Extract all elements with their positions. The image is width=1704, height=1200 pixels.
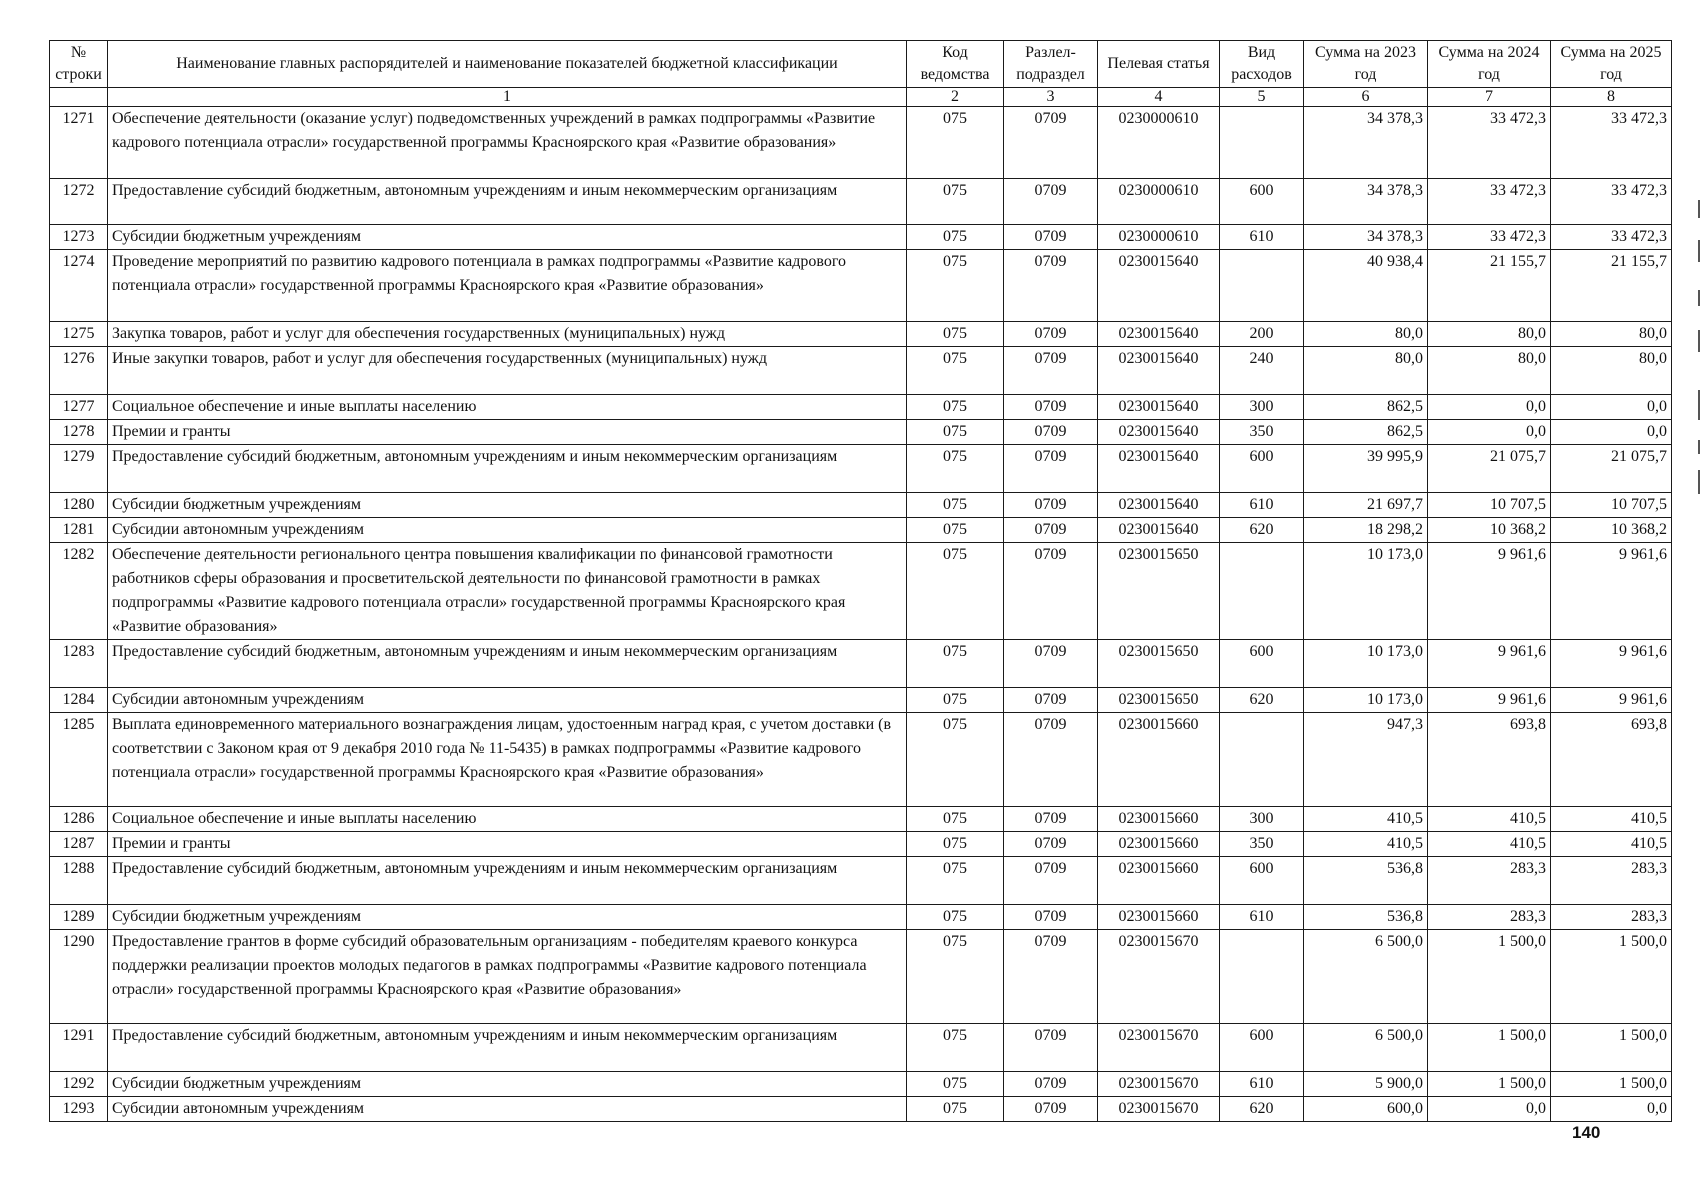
sum-2023-cell: 34 378,3 [1304,107,1428,179]
expense-type-cell: 350 [1220,420,1304,445]
sum-2025-cell: 9 961,6 [1551,543,1672,640]
department-code-cell: 075 [907,250,1004,322]
target-article-cell: 0230015660 [1098,832,1220,857]
section-cell: 0709 [1004,179,1098,225]
sum-2024-cell: 283,3 [1428,857,1551,905]
row-number-cell: 1278 [50,420,108,445]
name-cell: Предоставление субсидий бюджетным, автономным учреждениям и иным некоммерческим организациям [108,445,907,493]
column-number: 3 [1004,88,1098,107]
department-code-cell: 075 [907,930,1004,1024]
header-sum-2025: Сумма на 2025 год [1551,41,1672,88]
row-number-cell: 1276 [50,347,108,395]
expense-type-cell [1220,543,1304,640]
sum-2024-cell: 1 500,0 [1428,1024,1551,1072]
sum-2023-cell: 410,5 [1304,832,1428,857]
header-row [50,41,1672,88]
department-code-cell: 075 [907,420,1004,445]
header-name: Наименование главных распорядителей и наименование показателей бюджетной классификации [108,41,907,88]
table-row [50,832,1672,857]
target-article-cell: 0230015640 [1098,493,1220,518]
target-article-cell: 0230015640 [1098,518,1220,543]
expense-type-cell: 600 [1220,445,1304,493]
section-cell: 0709 [1004,1024,1098,1072]
section-cell: 0709 [1004,807,1098,832]
expense-type-cell [1220,930,1304,1024]
column-number: 1 [108,88,907,107]
department-code-cell: 075 [907,905,1004,930]
column-number: 6 [1304,88,1428,107]
table-row [50,713,1672,807]
table-row [50,347,1672,395]
sum-2025-cell: 10 707,5 [1551,493,1672,518]
expense-type-cell: 240 [1220,347,1304,395]
section-cell: 0709 [1004,420,1098,445]
expense-type-cell [1220,250,1304,322]
sum-2025-cell: 1 500,0 [1551,1024,1672,1072]
section-cell: 0709 [1004,107,1098,179]
target-article-cell: 0230000610 [1098,107,1220,179]
name-cell: Субсидии бюджетным учреждениям [108,225,907,250]
table-row [50,250,1672,322]
target-article-cell: 0230015670 [1098,930,1220,1024]
table-row [50,857,1672,905]
name-cell: Выплата единовременного материального вознаграждения лицам, удостоенным наград края, с учетом доставки (в соответствии с Законом края от 9 декабря 2010 года № 11-5435) в рамках подпрограммы «Развитие кадрового потенциала отрасли» государственной программы Красноярского края «Развитие образования» [108,713,907,807]
header-department-code: Код ведомства [907,41,1004,88]
department-code-cell: 075 [907,1024,1004,1072]
row-number-cell: 1279 [50,445,108,493]
sum-2025-cell: 33 472,3 [1551,225,1672,250]
name-cell: Обеспечение деятельности регионального центра повышения квалификации по финансовой грамотности работников сферы образования и просветительской деятельности по финансовой грамотности в рамках подпрограммы «Развитие кадрового потенциала отрасли» государственной программы Красноярского края «Развитие образования» [108,543,907,640]
section-cell: 0709 [1004,493,1098,518]
section-cell: 0709 [1004,347,1098,395]
sum-2023-cell: 80,0 [1304,347,1428,395]
table-row [50,225,1672,250]
name-cell: Предоставление грантов в форме субсидий образовательным организациям - победителям краевого конкурса поддержки реализации проектов молодых педагогов в рамках подпрограммы «Развитие кадрового потенциала отрасли» государственной программы Красноярского края «Развитие образования» [108,930,907,1024]
department-code-cell: 075 [907,518,1004,543]
name-cell: Субсидии автономным учреждениям [108,1097,907,1122]
target-article-cell: 0230015660 [1098,905,1220,930]
sum-2023-cell: 947,3 [1304,713,1428,807]
row-number-cell: 1293 [50,1097,108,1122]
section-cell: 0709 [1004,832,1098,857]
scan-edge-mark [1698,330,1700,352]
row-number-cell: 1281 [50,518,108,543]
sum-2023-cell: 410,5 [1304,807,1428,832]
table-row [50,1097,1672,1122]
sum-2025-cell: 21 155,7 [1551,250,1672,322]
name-cell: Субсидии автономным учреждениям [108,688,907,713]
section-cell: 0709 [1004,225,1098,250]
scan-edge-mark [1698,240,1700,262]
row-number-cell: 1291 [50,1024,108,1072]
header-section: Разлел- подраздел [1004,41,1098,88]
sum-2023-cell: 18 298,2 [1304,518,1428,543]
sum-2024-cell: 33 472,3 [1428,107,1551,179]
sum-2024-cell: 693,8 [1428,713,1551,807]
scan-edge-mark [1698,470,1700,494]
sum-2025-cell: 693,8 [1551,713,1672,807]
row-number-cell: 1272 [50,179,108,225]
name-cell: Предоставление субсидий бюджетным, автономным учреждениям и иным некоммерческим организациям [108,1024,907,1072]
table-header [50,41,1672,107]
department-code-cell: 075 [907,713,1004,807]
row-number-cell: 1282 [50,543,108,640]
scan-edge-mark [1698,200,1700,218]
department-code-cell: 075 [907,857,1004,905]
sum-2024-cell: 9 961,6 [1428,640,1551,688]
section-cell: 0709 [1004,905,1098,930]
table-row [50,807,1672,832]
row-number-cell: 1273 [50,225,108,250]
expense-type-cell: 620 [1220,518,1304,543]
expense-type-cell [1220,107,1304,179]
name-cell: Премии и гранты [108,420,907,445]
header-sum-2023: Сумма на 2023 год [1304,41,1428,88]
sum-2023-cell: 80,0 [1304,322,1428,347]
department-code-cell: 075 [907,107,1004,179]
column-number [50,88,108,107]
sum-2025-cell: 410,5 [1551,807,1672,832]
column-number: 4 [1098,88,1220,107]
name-cell: Социальное обеспечение и иные выплаты населению [108,807,907,832]
sum-2023-cell: 5 900,0 [1304,1072,1428,1097]
sum-2023-cell: 34 378,3 [1304,225,1428,250]
expense-type-cell: 600 [1220,857,1304,905]
row-number-cell: 1274 [50,250,108,322]
scan-edge-mark [1698,290,1700,306]
section-cell: 0709 [1004,713,1098,807]
section-cell: 0709 [1004,688,1098,713]
expense-type-cell: 350 [1220,832,1304,857]
row-number-cell: 1277 [50,395,108,420]
row-number-cell: 1288 [50,857,108,905]
row-number-cell: 1290 [50,930,108,1024]
sum-2023-cell: 536,8 [1304,905,1428,930]
target-article-cell: 0230000610 [1098,179,1220,225]
section-cell: 0709 [1004,1097,1098,1122]
name-cell: Премии и гранты [108,832,907,857]
sum-2023-cell: 21 697,7 [1304,493,1428,518]
name-cell: Предоставление субсидий бюджетным, автономным учреждениям и иным некоммерческим организациям [108,179,907,225]
row-number-cell: 1280 [50,493,108,518]
department-code-cell: 075 [907,347,1004,395]
department-code-cell: 075 [907,1097,1004,1122]
column-number-row [50,88,1672,107]
sum-2024-cell: 10 368,2 [1428,518,1551,543]
sum-2024-cell: 1 500,0 [1428,930,1551,1024]
target-article-cell: 0230015640 [1098,420,1220,445]
sum-2024-cell: 80,0 [1428,322,1551,347]
section-cell: 0709 [1004,518,1098,543]
target-article-cell: 0230015670 [1098,1097,1220,1122]
sum-2025-cell: 21 075,7 [1551,445,1672,493]
section-cell: 0709 [1004,445,1098,493]
sum-2025-cell: 283,3 [1551,857,1672,905]
sum-2025-cell: 0,0 [1551,420,1672,445]
section-cell: 0709 [1004,930,1098,1024]
table-row [50,322,1672,347]
section-cell: 0709 [1004,857,1098,905]
sum-2025-cell: 80,0 [1551,347,1672,395]
sum-2024-cell: 21 155,7 [1428,250,1551,322]
expense-type-cell: 300 [1220,395,1304,420]
column-number: 2 [907,88,1004,107]
table-row [50,107,1672,179]
row-number-cell: 1285 [50,713,108,807]
section-cell: 0709 [1004,1072,1098,1097]
name-cell: Иные закупки товаров, работ и услуг для обеспечения государственных (муниципальных) нужд [108,347,907,395]
sum-2025-cell: 80,0 [1551,322,1672,347]
name-cell: Закупка товаров, работ и услуг для обеспечения государственных (муниципальных) нужд [108,322,907,347]
sum-2023-cell: 10 173,0 [1304,543,1428,640]
table-row [50,420,1672,445]
target-article-cell: 0230015640 [1098,395,1220,420]
page-number: 140 [1572,1123,1601,1142]
name-cell: Субсидии автономным учреждениям [108,518,907,543]
sum-2024-cell: 21 075,7 [1428,445,1551,493]
table-row [50,445,1672,493]
department-code-cell: 075 [907,395,1004,420]
expense-type-cell: 620 [1220,1097,1304,1122]
sum-2025-cell: 9 961,6 [1551,640,1672,688]
budget-page [49,40,1671,1122]
department-code-cell: 075 [907,543,1004,640]
sum-2024-cell: 10 707,5 [1428,493,1551,518]
department-code-cell: 075 [907,1072,1004,1097]
sum-2023-cell: 39 995,9 [1304,445,1428,493]
name-cell: Предоставление субсидий бюджетным, автономным учреждениям и иным некоммерческим организациям [108,857,907,905]
department-code-cell: 075 [907,179,1004,225]
row-number-cell: 1287 [50,832,108,857]
target-article-cell: 0230015650 [1098,688,1220,713]
target-article-cell: 0230015650 [1098,640,1220,688]
sum-2024-cell: 0,0 [1428,395,1551,420]
department-code-cell: 075 [907,493,1004,518]
target-article-cell: 0230015640 [1098,445,1220,493]
expense-type-cell: 600 [1220,179,1304,225]
expense-type-cell: 200 [1220,322,1304,347]
sum-2024-cell: 410,5 [1428,832,1551,857]
name-cell: Субсидии бюджетным учреждениям [108,493,907,518]
column-number: 7 [1428,88,1551,107]
expense-type-cell: 620 [1220,688,1304,713]
sum-2024-cell: 33 472,3 [1428,179,1551,225]
table-row [50,640,1672,688]
sum-2024-cell: 0,0 [1428,420,1551,445]
sum-2023-cell: 862,5 [1304,420,1428,445]
name-cell: Проведение мероприятий по развитию кадрового потенциала в рамках подпрограммы «Развитие кадрового потенциала отрасли» государственной программы Красноярского края «Развитие образования» [108,250,907,322]
scan-edge-mark [1698,390,1700,420]
sum-2025-cell: 1 500,0 [1551,930,1672,1024]
header-sum-2024: Сумма на 2024 год [1428,41,1551,88]
sum-2024-cell: 80,0 [1428,347,1551,395]
target-article-cell: 0230015640 [1098,347,1220,395]
sum-2025-cell: 10 368,2 [1551,518,1672,543]
name-cell: Предоставление субсидий бюджетным, автономным учреждениям и иным некоммерческим организациям [108,640,907,688]
target-article-cell: 0230015670 [1098,1072,1220,1097]
expense-type-cell: 610 [1220,1072,1304,1097]
department-code-cell: 075 [907,832,1004,857]
row-number-cell: 1292 [50,1072,108,1097]
sum-2025-cell: 1 500,0 [1551,1072,1672,1097]
sum-2023-cell: 10 173,0 [1304,640,1428,688]
table-row [50,1024,1672,1072]
section-cell: 0709 [1004,322,1098,347]
header-row-number: № строки [50,41,108,88]
sum-2025-cell: 0,0 [1551,395,1672,420]
expense-type-cell: 610 [1220,225,1304,250]
department-code-cell: 075 [907,225,1004,250]
expense-type-cell [1220,713,1304,807]
name-cell: Субсидии бюджетным учреждениям [108,905,907,930]
table-row [50,688,1672,713]
table-row [50,1072,1672,1097]
sum-2023-cell: 10 173,0 [1304,688,1428,713]
table-row [50,395,1672,420]
sum-2025-cell: 283,3 [1551,905,1672,930]
row-number-cell: 1286 [50,807,108,832]
department-code-cell: 075 [907,807,1004,832]
department-code-cell: 075 [907,640,1004,688]
sum-2024-cell: 9 961,6 [1428,543,1551,640]
section-cell: 0709 [1004,250,1098,322]
table-row [50,179,1672,225]
sum-2023-cell: 862,5 [1304,395,1428,420]
department-code-cell: 075 [907,322,1004,347]
table-row [50,543,1672,640]
sum-2025-cell: 9 961,6 [1551,688,1672,713]
target-article-cell: 0230015670 [1098,1024,1220,1072]
row-number-cell: 1283 [50,640,108,688]
sum-2023-cell: 6 500,0 [1304,930,1428,1024]
expense-type-cell: 610 [1220,493,1304,518]
sum-2023-cell: 600,0 [1304,1097,1428,1122]
section-cell: 0709 [1004,395,1098,420]
budget-table [49,40,1672,1122]
name-cell: Обеспечение деятельности (оказание услуг) подведомственных учреждений в рамках подпрограммы «Развитие кадрового потенциала отрасли» государственной программы Красноярского края «Развитие образования» [108,107,907,179]
sum-2023-cell: 536,8 [1304,857,1428,905]
row-number-cell: 1271 [50,107,108,179]
sum-2023-cell: 40 938,4 [1304,250,1428,322]
name-cell: Субсидии бюджетным учреждениям [108,1072,907,1097]
section-cell: 0709 [1004,640,1098,688]
table-row [50,905,1672,930]
sum-2024-cell: 1 500,0 [1428,1072,1551,1097]
sum-2025-cell: 33 472,3 [1551,107,1672,179]
sum-2024-cell: 410,5 [1428,807,1551,832]
header-target-article: Пелевая статья [1098,41,1220,88]
target-article-cell: 0230015660 [1098,857,1220,905]
sum-2023-cell: 34 378,3 [1304,179,1428,225]
sum-2025-cell: 0,0 [1551,1097,1672,1122]
row-number-cell: 1289 [50,905,108,930]
target-article-cell: 0230015660 [1098,713,1220,807]
sum-2023-cell: 6 500,0 [1304,1024,1428,1072]
target-article-cell: 0230015650 [1098,543,1220,640]
sum-2025-cell: 33 472,3 [1551,179,1672,225]
department-code-cell: 075 [907,445,1004,493]
target-article-cell: 0230015660 [1098,807,1220,832]
expense-type-cell: 600 [1220,640,1304,688]
section-cell: 0709 [1004,543,1098,640]
sum-2024-cell: 0,0 [1428,1097,1551,1122]
sum-2024-cell: 33 472,3 [1428,225,1551,250]
sum-2024-cell: 9 961,6 [1428,688,1551,713]
target-article-cell: 0230000610 [1098,225,1220,250]
table-row [50,518,1672,543]
department-code-cell: 075 [907,688,1004,713]
sum-2024-cell: 283,3 [1428,905,1551,930]
table-row [50,930,1672,1024]
row-number-cell: 1284 [50,688,108,713]
name-cell: Социальное обеспечение и иные выплаты населению [108,395,907,420]
column-number: 5 [1220,88,1304,107]
table-row [50,493,1672,518]
expense-type-cell: 600 [1220,1024,1304,1072]
table-body [50,107,1672,1122]
target-article-cell: 0230015640 [1098,250,1220,322]
target-article-cell: 0230015640 [1098,322,1220,347]
header-expense-type: Вид расходов [1220,41,1304,88]
scan-edge-mark [1698,440,1700,454]
expense-type-cell: 610 [1220,905,1304,930]
expense-type-cell: 300 [1220,807,1304,832]
sum-2025-cell: 410,5 [1551,832,1672,857]
column-number: 8 [1551,88,1672,107]
row-number-cell: 1275 [50,322,108,347]
